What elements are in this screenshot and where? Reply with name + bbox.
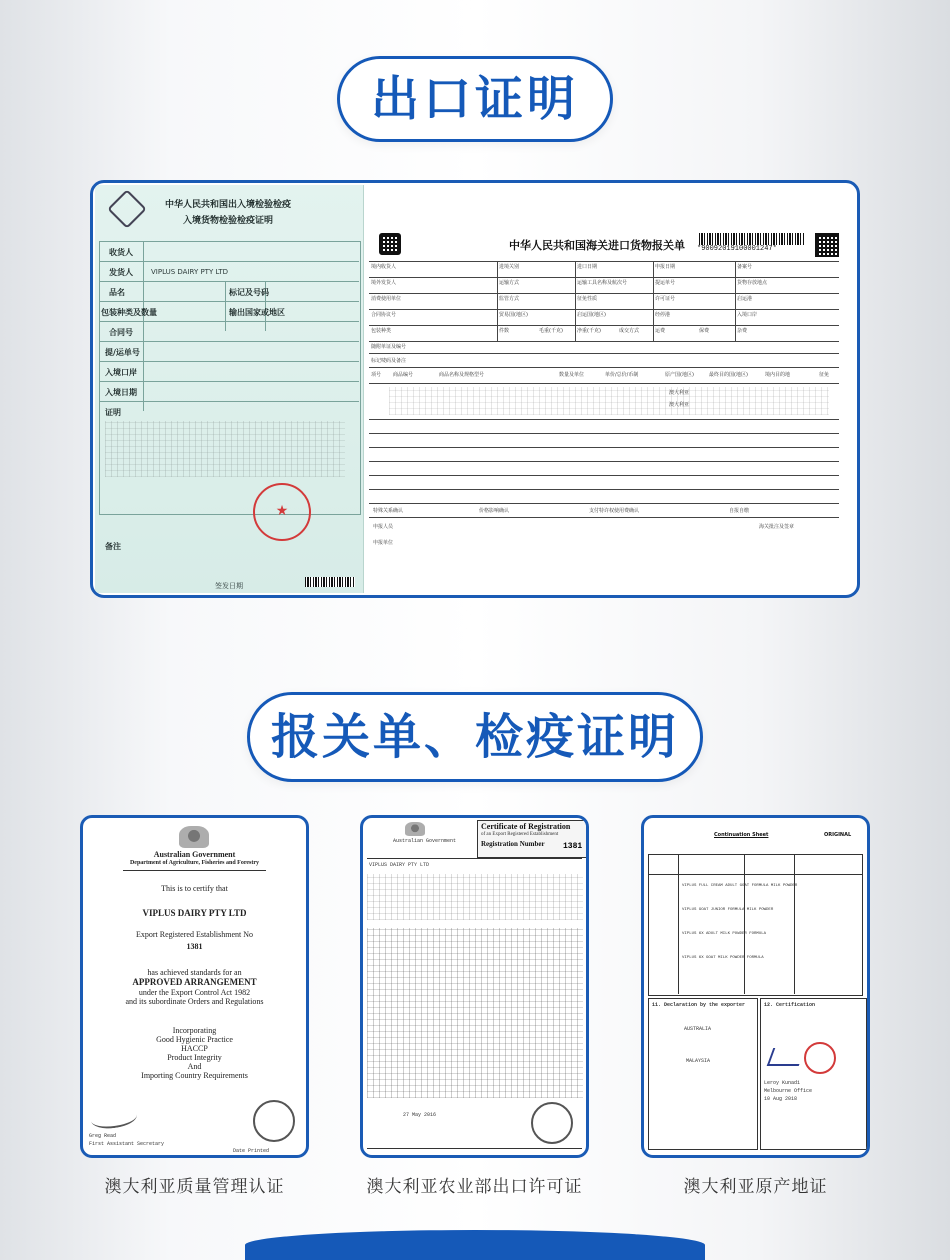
decl-label-misc: 杂费 — [737, 328, 748, 334]
customs-declaration — [369, 233, 839, 551]
decl-label-transit-port: 经停港 — [655, 312, 671, 318]
qc-dept: Department of Agriculture, Fisheries and Forestry — [129, 860, 260, 866]
qc-signer: Greg Read — [89, 1133, 117, 1139]
decl-label-trade-country: 贸易国(地区) — [499, 312, 528, 318]
decl-label-declare-date: 申报日期 — [655, 264, 676, 270]
qc-reg-no: 1381 — [186, 942, 203, 951]
decl-label-insurance: 保费 — [699, 328, 710, 334]
decl-label-documents: 随附单证及编号 — [371, 344, 407, 350]
qc-signature — [90, 1105, 138, 1131]
qc-seal — [253, 1100, 295, 1142]
decl-label-license: 许可证号 — [655, 296, 676, 302]
reg-coat-of-arms-icon — [405, 822, 425, 836]
cert-label-origin: 输出国家或地区 — [229, 308, 285, 317]
cert-remark-text — [105, 421, 345, 477]
cert-label-marks: 标记及号码 — [229, 288, 269, 297]
decl-label-shipper: 境外发货人 — [371, 280, 397, 286]
decl-items-col-price: 单价/总价/币制 — [605, 372, 639, 378]
decl-item-origin-1: 澳大利亚 — [669, 390, 690, 396]
cert-label-consignee: 收货人 — [109, 248, 133, 257]
co-office: Melbourne Office — [764, 1088, 813, 1094]
co-item-4: VIPLUS 6X GOAT MILK POWDER FORMULA — [682, 956, 764, 960]
decl-label-levy: 征免性质 — [577, 296, 598, 302]
cert-barcode — [305, 577, 355, 587]
coat-of-arms-icon — [179, 826, 209, 848]
co-header: Continuation Sheet — [714, 832, 769, 838]
decl-footer-selfpay: 自报自缴 — [729, 508, 750, 514]
reg-number-label: Registration Number — [481, 840, 545, 848]
decl-label-vessel: 运输工具名称及航次号 — [577, 280, 628, 286]
decl-item-origin-2: 澳大利亚 — [669, 402, 690, 408]
reg-gov: Australian Government — [393, 838, 457, 844]
decl-label-transport: 运输方式 — [499, 280, 520, 286]
decl-footer-company: 申报单位 — [373, 540, 394, 546]
co-item-3: VIPLUS 6X ADULT MILK POWDER FORMULA — [682, 932, 767, 936]
decl-label-consumer: 消费使用单位 — [371, 296, 402, 302]
decl-items-col-domestic: 境内目的地 — [765, 372, 791, 378]
decl-label-origin-country: 启运国(地区) — [577, 312, 606, 318]
reg-details — [367, 874, 583, 920]
cert-red-seal: ★ — [253, 483, 311, 541]
decl-label-freight: 运费 — [655, 328, 666, 334]
qc-date-label: Date Printed — [233, 1148, 270, 1154]
co-country-2: MALAYSIA — [686, 1058, 711, 1064]
reg-sub: of an Export Registered Establishment — [481, 832, 559, 837]
cert-header-line1: 中华人民共和国出入境检验检疫 — [165, 200, 292, 210]
decl-items-col-code: 商品编号 — [393, 372, 414, 378]
reg-company: VIPLUS DAIRY PTY LTD — [369, 862, 430, 868]
reg-seal — [531, 1102, 573, 1144]
qc-act: under the Export Control Act 1982 — [138, 988, 251, 997]
cert-label-contract: 合同号 — [109, 328, 133, 337]
decl-label-marks: 标记唛码及备注 — [371, 358, 407, 364]
reg-product-grid — [367, 928, 583, 1098]
decl-barcode — [699, 233, 804, 245]
customs-quarantine-title-pill — [247, 692, 703, 782]
decl-items-col-qty: 数量及单位 — [559, 372, 585, 378]
co-declaration-box — [648, 998, 758, 1150]
qc-list-3: Product Integrity — [167, 1053, 222, 1062]
reg-number: 1381 — [563, 842, 583, 851]
co-date: 10 Aug 2018 — [764, 1096, 798, 1102]
cert-footer-remark: 备注 — [105, 542, 121, 551]
co-item-2: VIPLUS GOAT JUNIOR FORMULA MILK POWDER — [682, 908, 774, 912]
decl-footer-royalty: 支付特许权使用费确认 — [589, 508, 640, 514]
decl-items-col-dest: 最终目的国(地区) — [709, 372, 748, 378]
qc-list-5: Importing Country Requirements — [141, 1071, 248, 1080]
qc-list-2: HACCP — [181, 1044, 208, 1053]
decl-label-customs-port: 进境关别 — [499, 264, 520, 270]
decl-label-gross: 毛重(千克) — [539, 328, 563, 334]
reg-header: Certificate of Registration — [481, 822, 571, 831]
decl-label-bl-no: 提运单号 — [655, 280, 676, 286]
cert-label-remark: 证明 — [105, 408, 121, 417]
decl-label-terms: 成交方式 — [619, 328, 640, 334]
decl-label-supervision: 监管方式 — [499, 296, 520, 302]
co-item-table — [648, 854, 863, 996]
bottom-decoration-arc — [245, 1230, 705, 1260]
cert-label-date: 入境日期 — [105, 388, 137, 397]
decl-label-contract: 合同协议号 — [371, 312, 397, 318]
decl-label-storage: 货物存放地点 — [737, 280, 768, 286]
cert-consignor-value: VIPLUS DAIRY PTY LTD — [151, 268, 229, 276]
export-proof-title-pill — [337, 56, 613, 142]
decl-items-col-origin: 原产国(地区) — [665, 372, 694, 378]
decl-label-net: 净重(千克) — [577, 328, 601, 334]
decl-title: 中华人民共和国海关进口货物报关单 — [509, 239, 685, 252]
decl-label-consignee: 境内收货人 — [371, 264, 397, 270]
decl-label-pieces: 件数 — [499, 328, 510, 334]
decl-footer-relation: 特殊关系确认 — [373, 508, 404, 514]
qc-incorporating: Incorporating — [172, 1026, 217, 1035]
decl-label-package: 包装种类 — [371, 328, 392, 334]
customs-logo-icon — [379, 233, 401, 255]
origin-cert-caption: 澳大利亚原产地证 — [683, 1177, 828, 1197]
co-country-1: AUSTRALIA — [684, 1026, 712, 1032]
qc-list-1: Good Hygienic Practice — [156, 1035, 233, 1044]
decl-qr-code — [815, 233, 839, 257]
co-signer: Leroy Kunadi — [764, 1080, 801, 1086]
co-certification-box — [760, 998, 867, 1150]
export-documents-frame — [90, 180, 860, 598]
decl-footer-customs: 海关批注及签章 — [759, 524, 795, 530]
decl-items-col-levy: 征免 — [819, 372, 830, 378]
origin-cert-card — [641, 815, 870, 1158]
inspection-certificate — [95, 185, 364, 593]
co-original: ORIGINAL — [824, 832, 852, 838]
cert-footer-mark: 签发日期 — [215, 582, 243, 590]
decl-label-departure-port: 启运港 — [737, 296, 753, 302]
qc-certify: This is to certify that — [161, 884, 228, 893]
co-declaration: 11. Declaration by the exporter — [652, 1002, 746, 1008]
export-proof-title: 出口证明 — [370, 71, 579, 127]
decl-item-rows — [389, 387, 829, 415]
cert-label-bl: 提/运单号 — [105, 348, 140, 357]
cert-label-consignor: 发货人 — [109, 268, 133, 277]
qc-reg-line: Export Registered Establishment No — [135, 930, 254, 939]
co-signature — [767, 1048, 806, 1066]
co-red-seal — [804, 1042, 836, 1074]
customs-quarantine-title: 报关单、检疫证明 — [270, 709, 679, 765]
export-license-caption: 澳大利亚农业部出口许可证 — [366, 1177, 583, 1197]
cert-label-packing: 包装种类及数量 — [101, 308, 157, 317]
qc-achieved: has achieved standards for an — [147, 968, 242, 977]
decl-label-entry-port: 入境口岸 — [737, 312, 758, 318]
qc-orders: and its subordinate Orders and Regulations — [125, 997, 264, 1006]
quality-cert-card — [80, 815, 309, 1158]
cert-label-port: 入境口岸 — [105, 368, 137, 377]
cert-label-goods: 品名 — [109, 288, 125, 297]
qc-signer-title: First Assistant Secretary — [89, 1141, 165, 1147]
export-license-card — [360, 815, 589, 1158]
qc-gov: Australian Government — [153, 850, 236, 859]
quality-cert-caption: 澳大利亚质量管理认证 — [104, 1177, 285, 1197]
cert-header-line2: 入境货物检验检疫证明 — [183, 216, 274, 226]
decl-label-record-no: 备案号 — [737, 264, 753, 270]
reg-date: 27 May 2016 — [403, 1112, 437, 1118]
decl-items-col-no: 项号 — [371, 372, 382, 378]
ciq-logo-icon — [107, 189, 147, 229]
co-item-1: VIPLUS FULL CREAM ADULT GOAT FORMULA MILK POWDER — [682, 884, 798, 888]
decl-footer-declarant: 申报人员 — [373, 524, 394, 530]
decl-items-col-name: 商品名称及规格型号 — [439, 372, 485, 378]
qc-list-4: And — [187, 1062, 202, 1071]
decl-footer-price: 价格影响确认 — [479, 508, 510, 514]
qc-divider — [123, 870, 266, 871]
qc-company: VIPLUS DAIRY PTY LTD — [142, 908, 247, 918]
qc-arrangement: APPROVED ARRANGEMENT — [132, 977, 257, 987]
decl-barcode-number: *90092019100001247* — [697, 245, 777, 253]
decl-label-import-date: 进口日期 — [577, 264, 598, 270]
co-certification: 12. Certification — [764, 1002, 816, 1008]
